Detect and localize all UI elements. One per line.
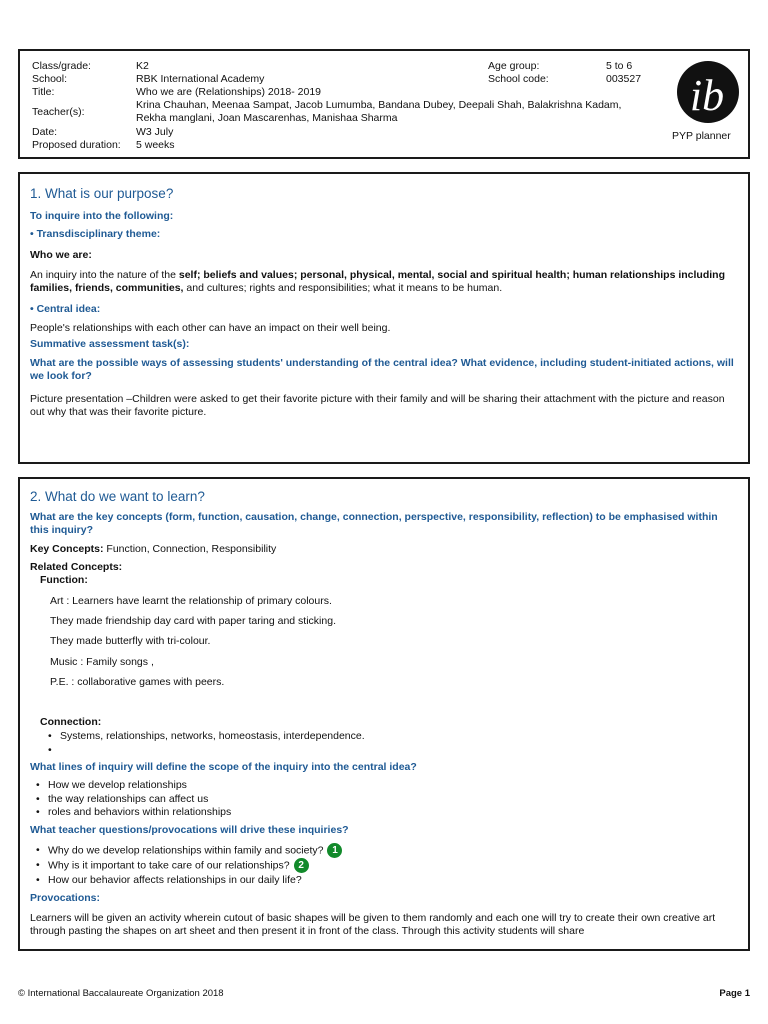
title-label: Title: — [32, 86, 55, 98]
teacher-questions-list — [32, 843, 342, 887]
related-concepts-label: Related Concepts: — [30, 561, 123, 573]
function-item: They made friendship day card with paper taring and sticking. — [50, 615, 336, 627]
date-label: Date: — [32, 126, 58, 138]
teacher-question: • Why do we develop relationships within family and society? 1 — [32, 843, 342, 858]
duration-value: 5 weeks — [136, 139, 175, 151]
age-group-label: Age group: — [488, 60, 540, 72]
badge-2: 2 — [294, 858, 309, 873]
connection-item — [44, 744, 365, 757]
function-item: P.E. : collaborative games with peers. — [50, 676, 225, 688]
lines-item: • the way relationships can affect us — [32, 793, 231, 807]
connection-list — [44, 730, 365, 757]
date-value: W3 July — [136, 126, 174, 138]
summative-question: What are the possible ways of assessing students' understanding of the central idea? What evidence, including student-initiated actions, will we look for? — [30, 357, 734, 382]
teacher-question: • Why is it important to take care of our relationships? 2 — [32, 858, 342, 873]
age-group-value: 5 to 6 — [606, 60, 633, 72]
inquire-label: To inquire into the following: — [30, 210, 174, 222]
copyright-footer: © International Baccalaureate Organization 2018 — [18, 988, 224, 999]
teachers-value-line2: Rekha manglani, Joan Mascarenhas, Manishaa Sharma — [136, 112, 398, 124]
class-grade-value: K2 — [136, 60, 149, 72]
provocations-label: Provocations: — [30, 892, 101, 904]
function-item: Art : Learners have learnt the relationship of primary colours. — [50, 595, 332, 607]
school-code-value: 003527 — [606, 73, 642, 85]
duration-label: Proposed duration: — [32, 139, 121, 151]
lines-list — [32, 779, 231, 820]
badge-1: 1 — [327, 843, 342, 858]
purpose-section — [18, 172, 750, 464]
summative-text: Picture presentation –Children were asked to get their favorite picture with their family and will be sharing their attachment with the picture and reason out why that was their favorite picture. — [30, 393, 725, 418]
teacher-questions-label: What teacher questions/provocations will drive these inquiries? — [30, 824, 349, 836]
school-label: School: — [32, 73, 68, 85]
purpose-title: 1. What is our purpose? — [30, 186, 174, 201]
learn-title: 2. What do we want to learn? — [30, 489, 205, 504]
theme-label: • Transdisciplinary theme: — [30, 228, 161, 240]
school-code-label: School code: — [488, 73, 549, 85]
function-label: Function: — [40, 574, 88, 586]
teachers-value-line1: Krina Chauhan, Meenaa Sampat, Jacob Lumumba, Bandana Dubey, Deepali Shah, Balakrishna Kadam, — [136, 99, 622, 111]
teacher-question: • How our behavior affects relationships in our daily life? — [32, 873, 342, 887]
central-idea-label: • Central idea: — [30, 303, 101, 315]
provocations-text: Learners will be given an activity wherein cutout of basic shapes will be given to them randomly and each one will try to create their own creative art through pasting the shapes on art sheet and then present it in front of the class. Through this activity students will share — [30, 912, 716, 937]
page-number: Page 1 — [719, 988, 750, 999]
key-concepts-label: Key Concepts: — [30, 543, 104, 555]
key-concepts-question: What are the key concepts (form, function, causation, change, connection, perspective, responsibility, reflection) to be emphasised within this inquiry? — [30, 511, 718, 536]
connection-label: Connection: — [40, 716, 102, 728]
title-value: Who we are (Relationships) 2018- 2019 — [136, 86, 322, 98]
function-item: They made butterfly with tri-colour. — [50, 635, 211, 647]
connection-item: • Systems, relationships, networks, homeostasis, interdependence. — [44, 730, 365, 744]
key-concepts-value: Function, Connection, Responsibility — [103, 543, 277, 555]
planner-header — [18, 49, 750, 159]
central-idea-text: People's relationships with each other can have an impact on their well being. — [30, 322, 391, 334]
who-we-are-heading: Who we are: — [30, 249, 92, 261]
ib-logo-icon — [676, 60, 740, 124]
lines-question: What lines of inquiry will define the scope of the inquiry into the central idea? — [30, 761, 417, 773]
key-concepts-line — [30, 543, 276, 556]
class-grade-label: Class/grade: — [32, 60, 91, 72]
ib-logo-text: ib — [689, 71, 725, 120]
pyp-planner-label: PYP planner — [672, 130, 731, 142]
learn-section — [18, 477, 750, 951]
summative-label: Summative assessment task(s): — [30, 338, 190, 350]
teachers-label: Teacher(s): — [32, 106, 85, 118]
school-value: RBK International Academy — [136, 73, 265, 85]
function-item: Music : Family songs , — [50, 656, 154, 668]
theme-description: An inquiry into the nature of the self; beliefs and values; personal, physical, mental, social and spiritual health; human relationships including families, friends, communities, and cultures; rights and responsibilities; what it means to be human. — [30, 269, 725, 294]
lines-item: • roles and behaviors within relationships — [32, 806, 231, 820]
lines-item: • How we develop relationships — [32, 779, 231, 793]
